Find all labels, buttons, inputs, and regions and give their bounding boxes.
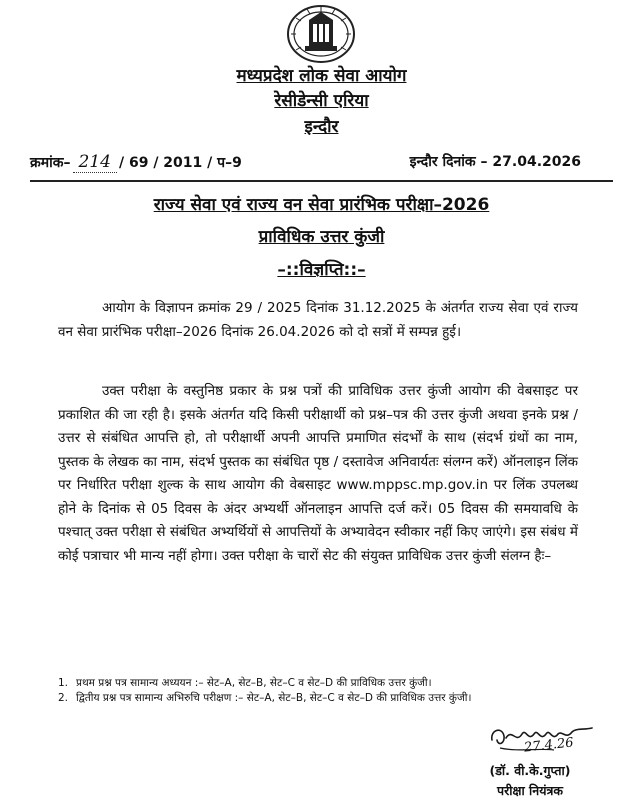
exam-title: राज्य सेवा एवं राज्य वन सेवा प्रारंभिक परीक्षा–2026 bbox=[153, 195, 490, 215]
notification-title: –::विज्ञप्ति::– bbox=[277, 260, 366, 280]
list-item-number: 1. bbox=[58, 677, 69, 689]
list-item bbox=[58, 691, 578, 705]
handwritten-reference-number: 214 bbox=[73, 152, 117, 173]
org-city: इन्दौर bbox=[304, 117, 339, 137]
reference-number bbox=[30, 152, 242, 173]
list-item-text: प्रथम प्रश्न पत्र सामान्य अध्ययन :– सेट–A, सेट–B, सेट–C व सेट–D की प्राविधिक उत्तर कुंजी। bbox=[76, 677, 432, 689]
signatory-name: (डॉ. वी.के.गुप्ता) bbox=[489, 763, 571, 778]
reference-prefix: क्रमांक– bbox=[30, 155, 71, 171]
org-area: रेसीडेन्सी एरिया bbox=[274, 91, 369, 111]
issue-date: इन्दौर दिनांक – 27.04.2026 bbox=[409, 154, 581, 170]
reference-suffix: / 69 / 2011 / प–9 bbox=[118, 155, 242, 171]
list-item-number: 2. bbox=[58, 692, 69, 704]
answer-key-title: प्राविधिक उत्तर कुंजी bbox=[258, 227, 385, 247]
paragraph-details: उक्त परीक्षा के वस्तुनिष्ठ प्रकार के प्रश्न पत्रों की प्राविधिक उत्तर कुंजी आयोग की वेबसाइट पर प्रकाशित की जा रही है। इसके अंतर्गत यदि किसी परीक्षार्थी को प्रश्न–पत्र की उत्तर कुंजी अथवा इनके प्रश्न / उत्तर से संबंधित आपत्ति हो, तो परीक्षार्थी अपनी आपत्ति प्रमाणित संदर्भों के साथ (संदर्भ ग्रंथों का नाम, पुस्तक के लेखक का नाम, संदर्भ पुस्तक का संबंधित पृष्ठ / दस्तावेज अनिवार्यतः संलग्न करें) ऑनलाइन लिंक पर निर्धारित परीक्षा शुल्क के साथ आयोग की वेबसाइट www.mppsc.mp.gov.in पर लिंक उपलब्ध होने के दिनांक से 05 दिवस के अंदर अभ्यर्थी ऑनलाइन आपत्ति दर्ज करें। 05 दिवस की समयावधि के पश्चात् उक्त परीक्षा से संबंधित अभ्यर्थियों से आपत्तियों के अभ्यावेदन स्वीकार नहीं किए जाएंगे। इस संबंध में कोई पत्राचार भी मान्य नहीं होगा। उक्त परीक्षा के चारों सेट की संयुक्त प्राविधिक उत्तर कुंजी संलग्न हैः– bbox=[58, 383, 578, 564]
header-divider bbox=[30, 180, 613, 182]
list-item-text: द्वितीय प्रश्न पत्र सामान्य अभिरुचि परीक्षण :– सेट–A, सेट–B, सेट–C व सेट–D की प्राविधिक उत्तर कुंजी। bbox=[76, 692, 472, 704]
mppsc-emblem-icon bbox=[285, 2, 357, 64]
attachment-list bbox=[58, 676, 578, 706]
paragraph-intro: आयोग के विज्ञापन क्रमांक 29 / 2025 दिनांक 31.12.2025 के अंतर्गत राज्य सेवा एवं राज्य वन सेवा प्रारंभिक परीक्षा–2026 दिनांक 26.04.2026 को दो सत्रों में सम्पन्न हुई। bbox=[58, 300, 578, 340]
list-item bbox=[58, 676, 578, 690]
signatory-designation: परीक्षा नियंत्रक bbox=[497, 783, 563, 798]
org-name: मध्यप्रदेश लोक सेवा आयोग bbox=[236, 66, 407, 86]
signature-date: 27.4.26 bbox=[523, 735, 575, 756]
